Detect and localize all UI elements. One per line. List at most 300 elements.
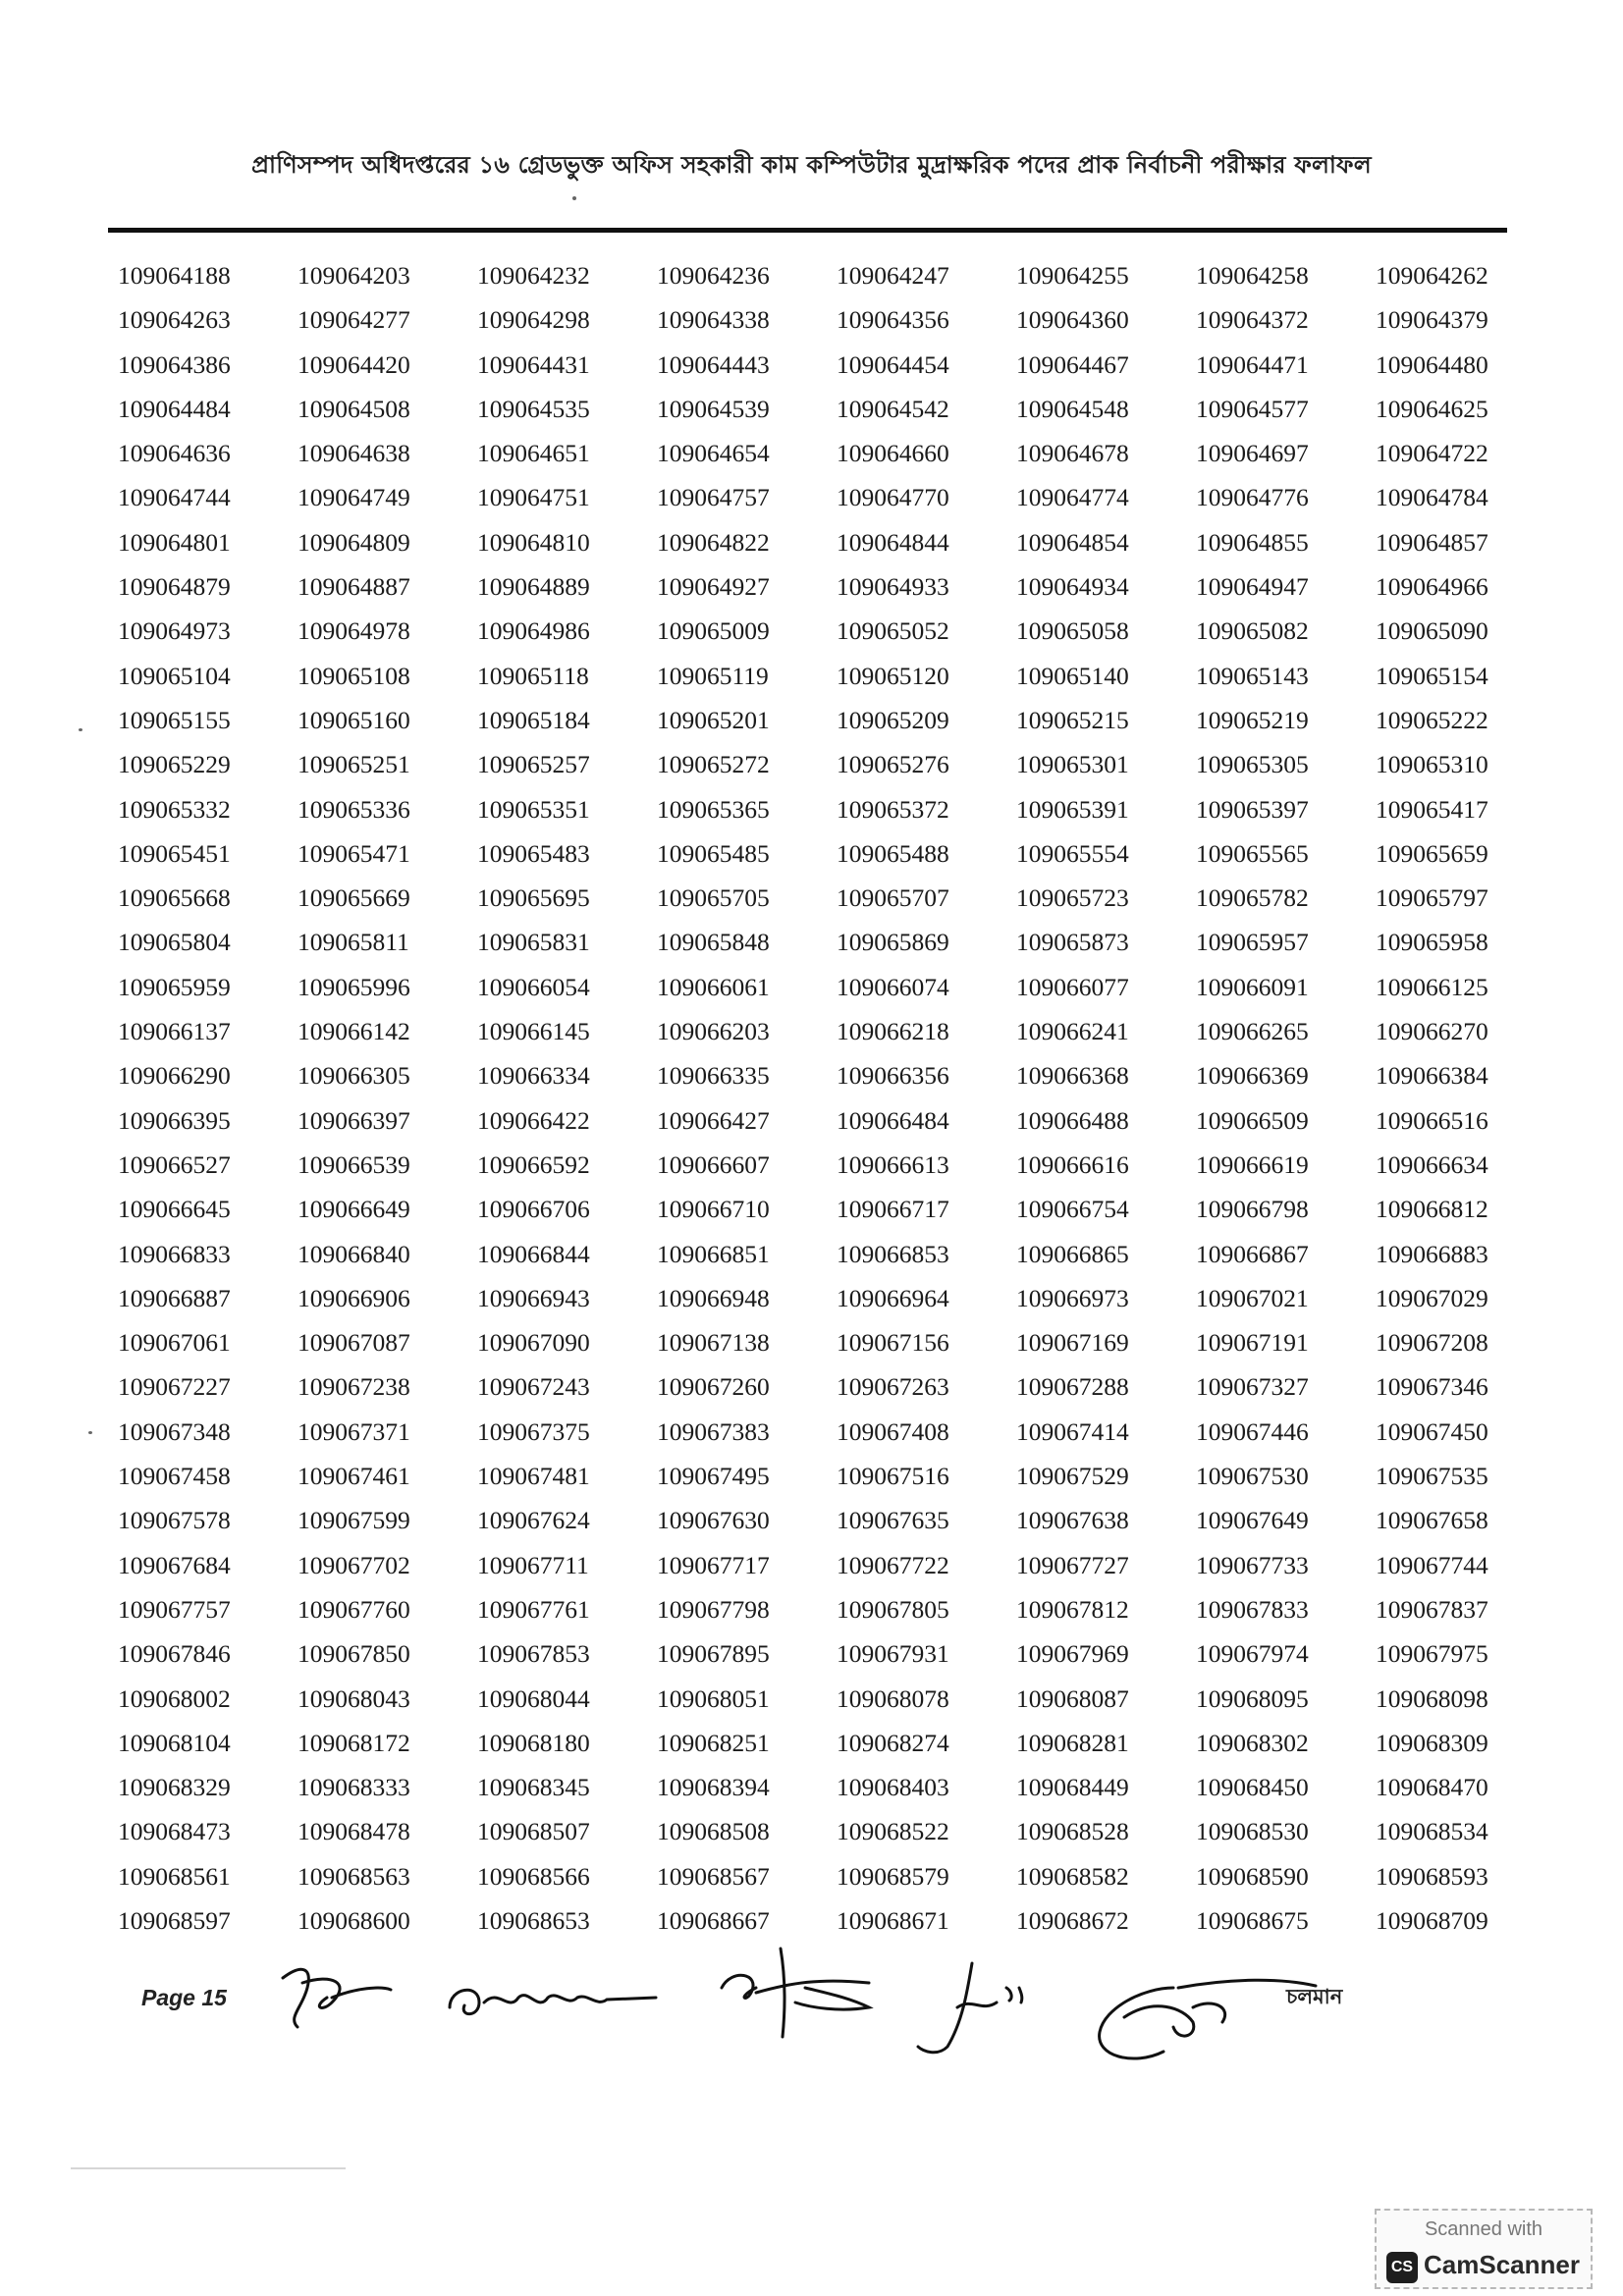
roll-number-cell: 109064258 bbox=[1196, 261, 1309, 290]
roll-number-cell: 109067638 bbox=[1016, 1506, 1129, 1535]
roll-number-cell: 109068593 bbox=[1376, 1861, 1488, 1891]
roll-number-cell: 109065848 bbox=[657, 928, 770, 957]
roll-number-cell: 109066077 bbox=[1016, 972, 1129, 1001]
header-divider bbox=[108, 228, 1507, 233]
roll-number-cell: 109068473 bbox=[118, 1817, 231, 1846]
roll-number-cell: 109067649 bbox=[1196, 1506, 1309, 1535]
roll-number-cell: 109067191 bbox=[1196, 1328, 1309, 1358]
roll-number-cell: 109067288 bbox=[1016, 1372, 1129, 1402]
roll-number-cell: 109068044 bbox=[477, 1683, 590, 1713]
roll-number-cell: 109064379 bbox=[1376, 305, 1488, 335]
roll-number-cell: 109064625 bbox=[1376, 394, 1488, 423]
roll-number-cell: 109064822 bbox=[657, 527, 770, 557]
roll-number-cell: 109066356 bbox=[837, 1061, 949, 1091]
scan-speck bbox=[79, 728, 82, 731]
roll-number-cell: 109067974 bbox=[1196, 1639, 1309, 1669]
roll-number-cell: 109066335 bbox=[657, 1061, 770, 1091]
roll-number-cell: 109064467 bbox=[1016, 349, 1129, 379]
camscanner-watermark bbox=[1375, 2209, 1593, 2289]
roll-number-cell: 109065471 bbox=[298, 838, 410, 868]
roll-number-cell: 109068180 bbox=[477, 1728, 590, 1757]
roll-number-cell: 109067578 bbox=[118, 1506, 231, 1535]
roll-number-cell: 109065669 bbox=[298, 883, 410, 913]
roll-number-cell: 109065565 bbox=[1196, 838, 1309, 868]
roll-number-cell: 109064986 bbox=[477, 616, 590, 646]
roll-number-cell: 109067969 bbox=[1016, 1639, 1129, 1669]
roll-number-cell: 109068450 bbox=[1196, 1773, 1309, 1802]
roll-number-cell: 109068281 bbox=[1016, 1728, 1129, 1757]
roll-number-cell: 109066368 bbox=[1016, 1061, 1129, 1091]
roll-number-cell: 109064744 bbox=[118, 483, 231, 512]
roll-number-cell: 109065058 bbox=[1016, 616, 1129, 646]
roll-number-cell: 109067624 bbox=[477, 1506, 590, 1535]
roll-number-cell: 109066125 bbox=[1376, 972, 1488, 1001]
roll-number-cell: 109068470 bbox=[1376, 1773, 1488, 1802]
roll-number-cell: 109064757 bbox=[657, 483, 770, 512]
roll-number-cell: 109064933 bbox=[837, 572, 949, 602]
roll-number-cell: 109068333 bbox=[298, 1773, 410, 1802]
roll-number-cell: 109064651 bbox=[477, 439, 590, 468]
roll-number-cell: 109065391 bbox=[1016, 794, 1129, 824]
roll-number-cell: 109064879 bbox=[118, 572, 231, 602]
roll-number-cell: 109066395 bbox=[118, 1105, 231, 1135]
roll-number-cell: 109065336 bbox=[298, 794, 410, 824]
roll-number-cell: 109067263 bbox=[837, 1372, 949, 1402]
scan-artifact-line bbox=[71, 2167, 346, 2169]
roll-number-cell: 109066592 bbox=[477, 1149, 590, 1179]
roll-number-cell: 109066853 bbox=[837, 1239, 949, 1268]
camscanner-name: CamScanner bbox=[1424, 2250, 1580, 2279]
roll-number-cell: 109068051 bbox=[657, 1683, 770, 1713]
roll-number-cell: 109067156 bbox=[837, 1328, 949, 1358]
roll-number-cell: 109065351 bbox=[477, 794, 590, 824]
roll-number-cell: 109066844 bbox=[477, 1239, 590, 1268]
roll-number-cell: 109067383 bbox=[657, 1416, 770, 1446]
roll-number-cell: 109067853 bbox=[477, 1639, 590, 1669]
roll-number-cell: 109065483 bbox=[477, 838, 590, 868]
roll-number-cell: 109068302 bbox=[1196, 1728, 1309, 1757]
roll-number-cell: 109064508 bbox=[298, 394, 410, 423]
roll-number-cell: 109068600 bbox=[298, 1905, 410, 1935]
roll-number-cell: 109067761 bbox=[477, 1594, 590, 1624]
roll-number-cell: 109065831 bbox=[477, 928, 590, 957]
roll-number-cell: 109064678 bbox=[1016, 439, 1129, 468]
roll-number-cell: 109067850 bbox=[298, 1639, 410, 1669]
roll-number-cell: 109067931 bbox=[837, 1639, 949, 1669]
roll-number-cell: 109066137 bbox=[118, 1017, 231, 1046]
roll-number-cell: 109065301 bbox=[1016, 750, 1129, 779]
roll-number-cell: 109064810 bbox=[477, 527, 590, 557]
roll-number-cell: 109067635 bbox=[837, 1506, 949, 1535]
roll-number-cell: 109065201 bbox=[657, 705, 770, 734]
roll-number-cell: 109068508 bbox=[657, 1817, 770, 1846]
roll-number-cell: 109068274 bbox=[837, 1728, 949, 1757]
roll-number-cell: 109064776 bbox=[1196, 483, 1309, 512]
roll-number-cell: 109066840 bbox=[298, 1239, 410, 1268]
roll-number-cell: 109068563 bbox=[298, 1861, 410, 1891]
roll-number-cell: 109067711 bbox=[477, 1550, 589, 1579]
roll-number-cell: 109066142 bbox=[298, 1017, 410, 1046]
signature-3 bbox=[712, 1939, 879, 2047]
roll-number-cell: 109064277 bbox=[298, 305, 410, 335]
roll-number-cell: 109067805 bbox=[837, 1594, 949, 1624]
roll-number-cell: 109065276 bbox=[837, 750, 949, 779]
roll-number-cell: 109065052 bbox=[837, 616, 949, 646]
roll-number-cell: 109065009 bbox=[657, 616, 770, 646]
roll-number-cell: 109066887 bbox=[118, 1283, 231, 1312]
roll-number-cell: 109066488 bbox=[1016, 1105, 1129, 1135]
roll-number-cell: 109068507 bbox=[477, 1817, 590, 1846]
roll-number-cell: 109067021 bbox=[1196, 1283, 1309, 1312]
roll-number-cell: 109068653 bbox=[477, 1905, 590, 1935]
roll-number-cell: 109066710 bbox=[657, 1195, 770, 1224]
roll-number-cell: 109068534 bbox=[1376, 1817, 1488, 1846]
roll-number-cell: 109065119 bbox=[657, 661, 769, 690]
roll-number-cell: 109068329 bbox=[118, 1773, 231, 1802]
roll-number-cell: 109064636 bbox=[118, 439, 231, 468]
roll-number-cell: 109065723 bbox=[1016, 883, 1129, 913]
roll-number-cell: 109065959 bbox=[118, 972, 231, 1001]
roll-number-cell: 109065251 bbox=[298, 750, 410, 779]
roll-number-cell: 109064298 bbox=[477, 305, 590, 335]
roll-number-cell: 109064203 bbox=[298, 261, 410, 290]
roll-number-cell: 109065140 bbox=[1016, 661, 1129, 690]
roll-number-cell: 109068672 bbox=[1016, 1905, 1129, 1935]
roll-number-cell: 109066634 bbox=[1376, 1149, 1488, 1179]
roll-number-cell: 109066484 bbox=[837, 1105, 949, 1135]
roll-number-cell: 109067702 bbox=[298, 1550, 410, 1579]
roll-number-cell: 109064809 bbox=[298, 527, 410, 557]
roll-number-cell: 109068528 bbox=[1016, 1817, 1129, 1846]
roll-number-cell: 109065160 bbox=[298, 705, 410, 734]
roll-number-cell: 109064484 bbox=[118, 394, 231, 423]
roll-number-cell: 109067684 bbox=[118, 1550, 231, 1579]
roll-number-cell: 109067238 bbox=[298, 1372, 410, 1402]
roll-number-cell: 109066613 bbox=[837, 1149, 949, 1179]
roll-number-cell: 109066812 bbox=[1376, 1195, 1488, 1224]
roll-number-cell: 109065154 bbox=[1376, 661, 1488, 690]
roll-number-cell: 109067733 bbox=[1196, 1550, 1309, 1579]
roll-number-cell: 109064431 bbox=[477, 349, 590, 379]
roll-number-cell: 109067227 bbox=[118, 1372, 231, 1402]
roll-number-cell: 109065668 bbox=[118, 883, 231, 913]
roll-number-cell: 109067717 bbox=[657, 1550, 770, 1579]
roll-number-cell: 109066516 bbox=[1376, 1105, 1488, 1135]
roll-number-cell: 109066649 bbox=[298, 1195, 410, 1224]
roll-number-cell: 109065797 bbox=[1376, 883, 1488, 913]
roll-number-cell: 109066427 bbox=[657, 1105, 770, 1135]
roll-number-cell: 109067450 bbox=[1376, 1416, 1488, 1446]
roll-number-cell: 109064722 bbox=[1376, 439, 1488, 468]
roll-number-cell: 109068087 bbox=[1016, 1683, 1129, 1713]
roll-number-cell: 109067260 bbox=[657, 1372, 770, 1402]
roll-number-cell: 109065229 bbox=[118, 750, 231, 779]
roll-number-cell: 109066619 bbox=[1196, 1149, 1309, 1179]
roll-number-cell: 109066717 bbox=[837, 1195, 949, 1224]
roll-number-cell: 109068597 bbox=[118, 1905, 231, 1935]
roll-number-cell: 109064638 bbox=[298, 439, 410, 468]
roll-number-cell: 109064927 bbox=[657, 572, 770, 602]
roll-number-cell: 109068251 bbox=[657, 1728, 770, 1757]
roll-number-cell: 109067169 bbox=[1016, 1328, 1129, 1358]
roll-number-cell: 109065417 bbox=[1376, 794, 1488, 824]
roll-number-cell: 109065957 bbox=[1196, 928, 1309, 957]
roll-number-cell: 109065184 bbox=[477, 705, 590, 734]
roll-number-cell: 109064263 bbox=[118, 305, 231, 335]
roll-number-cell: 109066645 bbox=[118, 1195, 231, 1224]
roll-number-cell: 109064770 bbox=[837, 483, 949, 512]
roll-number-cell: 109068002 bbox=[118, 1683, 231, 1713]
roll-number-cell: 109065996 bbox=[298, 972, 410, 1001]
roll-number-cell: 109064535 bbox=[477, 394, 590, 423]
roll-number-cell: 109068394 bbox=[657, 1773, 770, 1802]
roll-number-cell: 109068590 bbox=[1196, 1861, 1309, 1891]
roll-number-cell: 109066397 bbox=[298, 1105, 410, 1135]
roll-number-cell: 109065705 bbox=[657, 883, 770, 913]
roll-number-cell: 109066334 bbox=[477, 1061, 590, 1091]
continued-label: চলমান bbox=[1286, 1985, 1343, 2008]
roll-number-cell: 109067375 bbox=[477, 1416, 590, 1446]
roll-number-cell: 109068567 bbox=[657, 1861, 770, 1891]
roll-number-cell: 109068566 bbox=[477, 1861, 590, 1891]
roll-number-cell: 109064420 bbox=[298, 349, 410, 379]
roll-number-cell: 109064854 bbox=[1016, 527, 1129, 557]
roll-number-cell: 109067029 bbox=[1376, 1283, 1488, 1312]
roll-number-cell: 109065365 bbox=[657, 794, 770, 824]
roll-number-cell: 109064548 bbox=[1016, 394, 1129, 423]
roll-number-cell: 109064188 bbox=[118, 261, 231, 290]
roll-number-cell: 109068709 bbox=[1376, 1905, 1488, 1935]
roll-number-cell: 109065215 bbox=[1016, 705, 1129, 734]
roll-number-cell: 109064660 bbox=[837, 439, 949, 468]
roll-number-cell: 109067529 bbox=[1016, 1462, 1129, 1491]
signature-5 bbox=[1085, 1968, 1321, 2076]
roll-number-cell: 109068530 bbox=[1196, 1817, 1309, 1846]
roll-number-cell: 109067722 bbox=[837, 1550, 949, 1579]
roll-number-cell: 109067833 bbox=[1196, 1594, 1309, 1624]
roll-number-cell: 109067090 bbox=[477, 1328, 590, 1358]
roll-number-cell: 109068561 bbox=[118, 1861, 231, 1891]
roll-number-cell: 109065120 bbox=[837, 661, 949, 690]
roll-number-cell: 109064338 bbox=[657, 305, 770, 335]
roll-number-cell: 109068522 bbox=[837, 1817, 949, 1846]
roll-number-cell: 109064386 bbox=[118, 349, 231, 379]
roll-number-cell: 109064232 bbox=[477, 261, 590, 290]
roll-number-cell: 109066539 bbox=[298, 1149, 410, 1179]
roll-number-cell: 109066948 bbox=[657, 1283, 770, 1312]
roll-number-cell: 109067348 bbox=[118, 1416, 231, 1446]
roll-number-cell: 109066422 bbox=[477, 1105, 590, 1135]
page-title: প্রাণিসম্পদ অধিদপ্তরের ১৬ গ্রেডভুক্ত অফিস সহকারী কাম কম্পিউটার মুদ্রাক্ষরিক পদের প্রাক নির্বাচনী পরীক্ষার ফলাফল bbox=[251, 151, 1372, 179]
roll-number-cell: 109068403 bbox=[837, 1773, 949, 1802]
roll-number-cell: 109064749 bbox=[298, 483, 410, 512]
roll-number-cell: 109068309 bbox=[1376, 1728, 1488, 1757]
roll-number-cell: 109067895 bbox=[657, 1639, 770, 1669]
roll-number-cell: 109065782 bbox=[1196, 883, 1309, 913]
roll-number-cell: 109067530 bbox=[1196, 1462, 1309, 1491]
roll-number-cell: 109064947 bbox=[1196, 572, 1309, 602]
roll-number-cell: 109065219 bbox=[1196, 705, 1309, 734]
roll-number-cell: 109068579 bbox=[837, 1861, 949, 1891]
roll-number-cell: 109068104 bbox=[118, 1728, 231, 1757]
roll-number-cell: 109064542 bbox=[837, 394, 949, 423]
roll-number-cell: 109068095 bbox=[1196, 1683, 1309, 1713]
roll-number-cell: 109067481 bbox=[477, 1462, 590, 1491]
roll-number-cell: 109065143 bbox=[1196, 661, 1309, 690]
roll-number-cell: 109068667 bbox=[657, 1905, 770, 1935]
roll-number-cell: 109067535 bbox=[1376, 1462, 1488, 1491]
roll-number-cell: 109067414 bbox=[1016, 1416, 1129, 1446]
roll-number-cell: 109065958 bbox=[1376, 928, 1488, 957]
roll-number-cell: 109065108 bbox=[298, 661, 410, 690]
roll-number-cell: 109068345 bbox=[477, 1773, 590, 1802]
roll-number-cell: 109066074 bbox=[837, 972, 949, 1001]
roll-number-cell: 109066203 bbox=[657, 1017, 770, 1046]
roll-number-cell: 109065372 bbox=[837, 794, 949, 824]
roll-number-cell: 109064966 bbox=[1376, 572, 1488, 602]
roll-number-cell: 109064973 bbox=[118, 616, 231, 646]
roll-number-grid bbox=[118, 253, 1512, 1943]
roll-number-cell: 109065209 bbox=[837, 705, 949, 734]
roll-number-cell: 109067630 bbox=[657, 1506, 770, 1535]
roll-number-cell: 109064236 bbox=[657, 261, 770, 290]
roll-number-cell: 109065451 bbox=[118, 838, 231, 868]
roll-number-cell: 109065804 bbox=[118, 928, 231, 957]
roll-number-cell: 109066369 bbox=[1196, 1061, 1309, 1091]
roll-number-cell: 109066798 bbox=[1196, 1195, 1309, 1224]
roll-number-cell: 109067061 bbox=[118, 1328, 231, 1358]
roll-number-cell: 109066305 bbox=[298, 1061, 410, 1091]
roll-number-cell: 109065488 bbox=[837, 838, 949, 868]
roll-number-cell: 109064443 bbox=[657, 349, 770, 379]
roll-number-cell: 109066851 bbox=[657, 1239, 770, 1268]
roll-number-cell: 109067975 bbox=[1376, 1639, 1488, 1669]
roll-number-cell: 109066091 bbox=[1196, 972, 1309, 1001]
roll-number-cell: 109067371 bbox=[298, 1416, 410, 1446]
roll-number-cell: 109065397 bbox=[1196, 794, 1309, 824]
scan-speck bbox=[88, 1431, 92, 1434]
roll-number-cell: 109064247 bbox=[837, 261, 949, 290]
scan-speck bbox=[572, 196, 576, 200]
roll-number-cell: 109067208 bbox=[1376, 1328, 1488, 1358]
roll-number-cell: 109067243 bbox=[477, 1372, 590, 1402]
roll-number-cell: 109067408 bbox=[837, 1416, 949, 1446]
roll-number-cell: 109065090 bbox=[1376, 616, 1488, 646]
roll-number-cell: 109064360 bbox=[1016, 305, 1129, 335]
roll-number-cell: 109067812 bbox=[1016, 1594, 1129, 1624]
roll-number-cell: 109065869 bbox=[837, 928, 949, 957]
roll-number-cell: 109064356 bbox=[837, 305, 949, 335]
roll-number-cell: 109065707 bbox=[837, 883, 949, 913]
roll-number-cell: 109068098 bbox=[1376, 1683, 1488, 1713]
roll-number-cell: 109066706 bbox=[477, 1195, 590, 1224]
roll-number-cell: 109067599 bbox=[298, 1506, 410, 1535]
roll-number-cell: 109066883 bbox=[1376, 1239, 1488, 1268]
roll-number-cell: 109065332 bbox=[118, 794, 231, 824]
roll-number-cell: 109064480 bbox=[1376, 349, 1488, 379]
roll-number-cell: 109065310 bbox=[1376, 750, 1488, 779]
signature-4 bbox=[913, 1953, 1041, 2061]
roll-number-cell: 109064697 bbox=[1196, 439, 1309, 468]
roll-number-cell: 109066527 bbox=[118, 1149, 231, 1179]
roll-number-cell: 109065811 bbox=[298, 928, 409, 957]
roll-number-cell: 109064471 bbox=[1196, 349, 1309, 379]
roll-number-cell: 109064887 bbox=[298, 572, 410, 602]
roll-number-cell: 109065082 bbox=[1196, 616, 1309, 646]
roll-number-cell: 109066943 bbox=[477, 1283, 590, 1312]
roll-number-cell: 109066964 bbox=[837, 1283, 949, 1312]
roll-number-cell: 109067727 bbox=[1016, 1550, 1129, 1579]
roll-number-cell: 109066054 bbox=[477, 972, 590, 1001]
roll-number-cell: 109065485 bbox=[657, 838, 770, 868]
roll-number-cell: 109067658 bbox=[1376, 1506, 1488, 1535]
scanned-with-text: Scanned with bbox=[1424, 2218, 1543, 2240]
camscanner-logo-icon: CS bbox=[1386, 2252, 1418, 2283]
roll-number-cell: 109066867 bbox=[1196, 1239, 1309, 1268]
roll-number-cell: 109064889 bbox=[477, 572, 590, 602]
roll-number-cell: 109066290 bbox=[118, 1061, 231, 1091]
roll-number-cell: 109066906 bbox=[298, 1283, 410, 1312]
roll-number-cell: 109068478 bbox=[298, 1817, 410, 1846]
roll-number-cell: 109066218 bbox=[837, 1017, 949, 1046]
roll-number-cell: 109067461 bbox=[298, 1462, 410, 1491]
roll-number-cell: 109068172 bbox=[298, 1728, 410, 1757]
roll-number-cell: 109064978 bbox=[298, 616, 410, 646]
roll-number-cell: 109064654 bbox=[657, 439, 770, 468]
roll-number-cell: 109064539 bbox=[657, 394, 770, 423]
roll-number-cell: 109067837 bbox=[1376, 1594, 1488, 1624]
roll-number-cell: 109067798 bbox=[657, 1594, 770, 1624]
roll-number-cell: 109066754 bbox=[1016, 1195, 1129, 1224]
roll-number-cell: 109066865 bbox=[1016, 1239, 1129, 1268]
roll-number-cell: 109066265 bbox=[1196, 1017, 1309, 1046]
roll-number-cell: 109067458 bbox=[118, 1462, 231, 1491]
roll-number-cell: 109066833 bbox=[118, 1239, 231, 1268]
roll-number-cell: 109064784 bbox=[1376, 483, 1488, 512]
roll-number-cell: 109065155 bbox=[118, 705, 231, 734]
roll-number-cell: 109064262 bbox=[1376, 261, 1488, 290]
roll-number-cell: 109066241 bbox=[1016, 1017, 1129, 1046]
roll-number-cell: 109064934 bbox=[1016, 572, 1129, 602]
roll-number-cell: 109064372 bbox=[1196, 305, 1309, 335]
roll-number-cell: 109067327 bbox=[1196, 1372, 1309, 1402]
roll-number-cell: 109064801 bbox=[118, 527, 231, 557]
signature-2 bbox=[440, 1968, 666, 2037]
roll-number-cell: 109064454 bbox=[837, 349, 949, 379]
roll-number-cell: 109065695 bbox=[477, 883, 590, 913]
roll-number-cell: 109064855 bbox=[1196, 527, 1309, 557]
roll-number-cell: 109068582 bbox=[1016, 1861, 1129, 1891]
roll-number-cell: 109064751 bbox=[477, 483, 590, 512]
roll-number-cell: 109064774 bbox=[1016, 483, 1129, 512]
roll-number-cell: 109067757 bbox=[118, 1594, 231, 1624]
roll-number-cell: 109067846 bbox=[118, 1639, 231, 1669]
roll-number-cell: 109064844 bbox=[837, 527, 949, 557]
roll-number-cell: 109068675 bbox=[1196, 1905, 1309, 1935]
roll-number-cell: 109065104 bbox=[118, 661, 231, 690]
roll-number-cell: 109068671 bbox=[837, 1905, 949, 1935]
roll-number-cell: 109066616 bbox=[1016, 1149, 1129, 1179]
roll-number-cell: 109066145 bbox=[477, 1017, 590, 1046]
roll-number-cell: 109066384 bbox=[1376, 1061, 1488, 1091]
roll-number-cell: 109067760 bbox=[298, 1594, 410, 1624]
roll-number-cell: 109065118 bbox=[477, 661, 589, 690]
roll-number-cell: 109065873 bbox=[1016, 928, 1129, 957]
roll-number-cell: 109067446 bbox=[1196, 1416, 1309, 1446]
roll-number-cell: 109064255 bbox=[1016, 261, 1129, 290]
page-number: Page 15 bbox=[141, 1985, 227, 2010]
roll-number-cell: 109068078 bbox=[837, 1683, 949, 1713]
